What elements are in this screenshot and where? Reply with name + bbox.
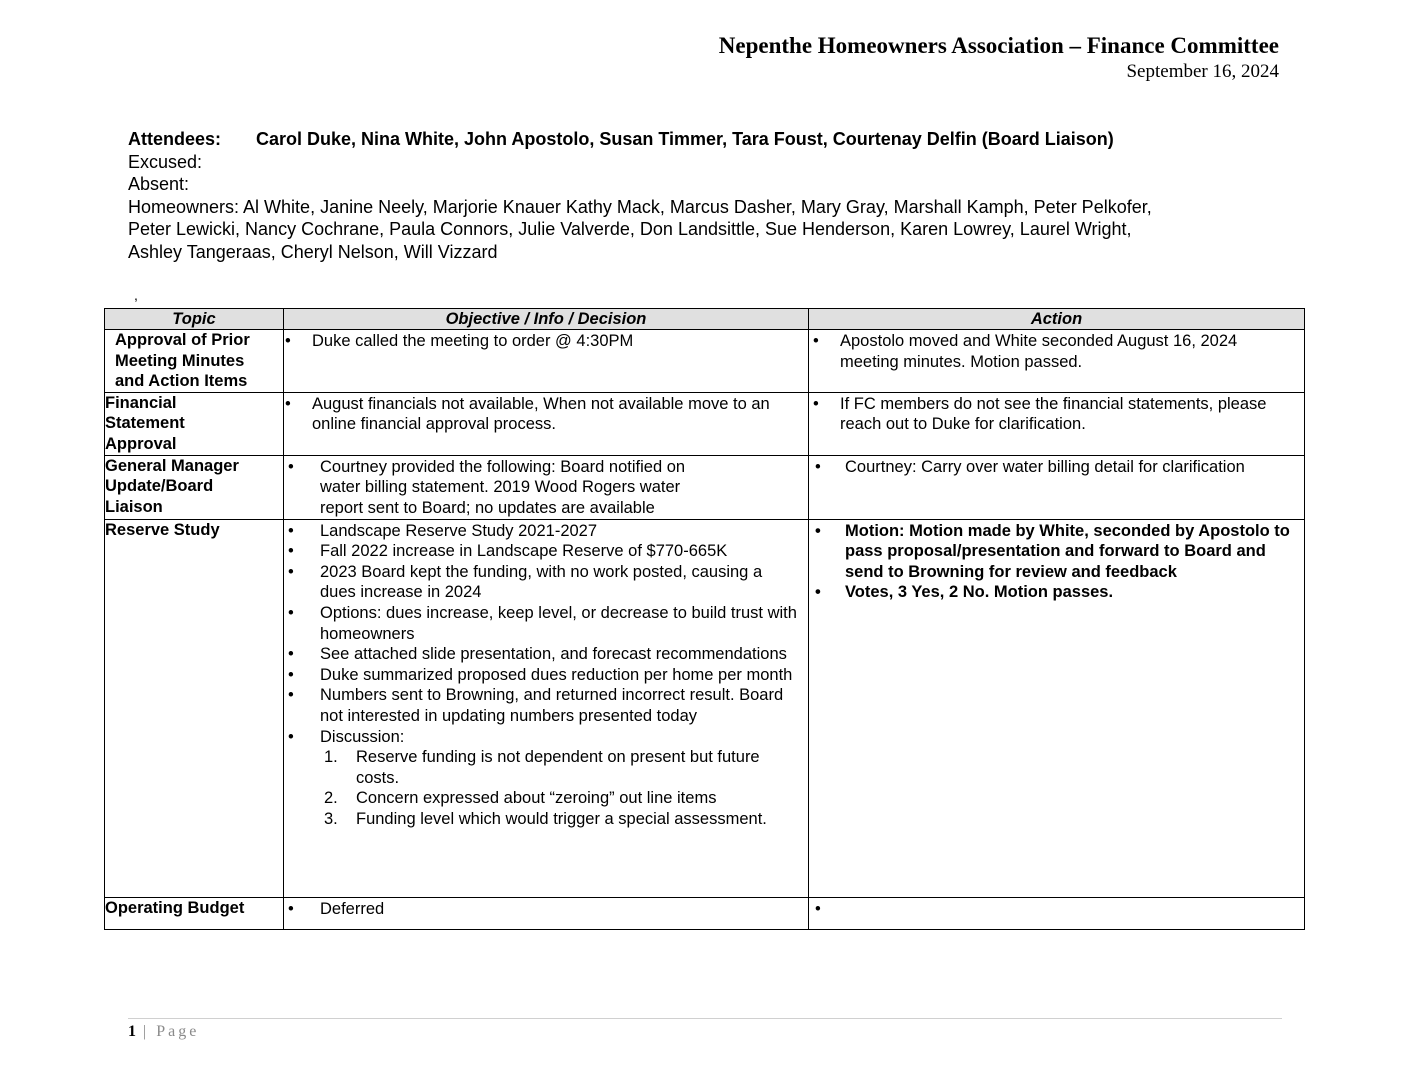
- stray-mark: ,: [134, 287, 138, 303]
- list-item: • Landscape Reserve Study 2021-2027: [320, 521, 800, 542]
- discussion-item: [324, 788, 800, 809]
- topic-line: Approval of Prior: [115, 331, 250, 349]
- action-cell: [809, 455, 1305, 519]
- column-header-objective: Objective / Info / Decision: [284, 309, 809, 330]
- topic-line: Financial: [105, 393, 177, 412]
- list-item: • Deferred: [320, 899, 800, 920]
- list-item: • Numbers sent to Browning, and returned incorrect result. Board not interested in updating numbers presented today: [320, 685, 800, 726]
- discussion-number: 2.: [324, 789, 338, 808]
- table-row: [105, 519, 1305, 897]
- page-label: Page: [156, 1023, 200, 1040]
- page-number: 1: [128, 1023, 136, 1040]
- objective-cell: [284, 519, 809, 897]
- list-item: • Duke called the meeting to order @ 4:30PM: [312, 331, 800, 352]
- attendees-section: [128, 128, 1268, 263]
- homeowners-line: Peter Lewicki, Nancy Cochrane, Paula Connors, Julie Valverde, Don Landsittle, Sue Henderson, Karen Lowrey, Laurel Wright,: [128, 219, 1132, 239]
- action-cell: [809, 392, 1305, 455]
- discussion-label: • Discussion:: [320, 727, 405, 746]
- list-item: • If FC members do not see the financial statements, please reach out to Duke for clarification.: [840, 394, 1296, 435]
- list-item: • August financials not available, When not available move to an online financial approval process.: [312, 394, 800, 435]
- table-row: [105, 392, 1305, 455]
- page-footer: [128, 1023, 199, 1041]
- list-item: • Motion: Motion made by White, seconded by Apostolo to pass proposal/presentation and forward to Board and send to Browning for review and feedback: [845, 521, 1296, 583]
- topic-cell: [105, 330, 284, 393]
- attendees-names: Carol Duke, Nina White, John Apostolo, Susan Timmer, Tara Foust, Courtenay Delfin (Board Liaison): [256, 129, 1114, 149]
- list-item: • Votes, 3 Yes, 2 No. Motion passes.: [845, 582, 1296, 603]
- topic-line: and Action Items: [115, 372, 248, 391]
- attendees-line: [128, 128, 1268, 151]
- discussion-list: [320, 747, 800, 829]
- objective-cell: [284, 392, 809, 455]
- discussion-number: 1.: [324, 748, 338, 767]
- objective-cell: [284, 330, 809, 393]
- list-item: • Courtney provided the following: Board notified on water billing statement. 2019 Wood Rogers water report sent to Board; no updates are available: [320, 457, 720, 519]
- excused-line: Excused:: [128, 151, 203, 172]
- topic-line: Operating Budget: [105, 898, 245, 917]
- topic-line: General Manager: [105, 456, 239, 475]
- topic-line: Meeting Minutes: [115, 351, 245, 370]
- document-header: [719, 32, 1279, 84]
- discussion-item: [324, 809, 800, 830]
- topic-line: Update/Board: [105, 477, 214, 496]
- topic-cell: [105, 897, 284, 929]
- column-header-action: Action: [809, 309, 1305, 330]
- list-item: • Apostolo moved and White seconded August 16, 2024 meeting minutes. Motion passed.: [840, 331, 1296, 372]
- footer-divider: [128, 1018, 1282, 1019]
- list-item: • Options: dues increase, keep level, or decrease to build trust with homeowners: [320, 603, 800, 644]
- table-header-row: [105, 309, 1305, 330]
- column-header-topic: Topic: [105, 309, 284, 330]
- table-row: [105, 897, 1305, 929]
- discussion-text: Concern expressed about “zeroing” out line items: [356, 789, 717, 808]
- topic-line: Liaison: [105, 497, 163, 516]
- action-cell: [809, 330, 1305, 393]
- homeowners-line: Ashley Tangeraas, Cheryl Nelson, Will Vizzard: [128, 241, 498, 262]
- attendees-label: Attendees:: [128, 129, 222, 149]
- list-item: • See attached slide presentation, and forecast recommendations: [320, 644, 800, 665]
- list-item: • Fall 2022 increase in Landscape Reserve of $770-665K: [320, 541, 800, 562]
- document-title: Nepenthe Homeowners Association – Finance Committee: [718, 33, 1279, 58]
- topic-cell: [105, 455, 284, 519]
- objective-cell: [284, 897, 809, 929]
- discussion-text: Funding level which would trigger a special assessment.: [356, 809, 767, 828]
- meeting-date: September 16, 2024: [1126, 61, 1279, 82]
- discussion-number: 3.: [324, 809, 338, 828]
- table-row: [105, 455, 1305, 519]
- discussion-text: Reserve funding is not dependent on present but future costs.: [356, 748, 760, 787]
- topic-cell: [105, 519, 284, 897]
- objective-cell: [284, 455, 809, 519]
- absent-line: Absent:: [128, 174, 190, 194]
- list-item: [845, 899, 1296, 920]
- minutes-table: [104, 308, 1305, 930]
- topic-cell: [105, 392, 284, 455]
- page-separator: |: [136, 1023, 157, 1040]
- list-item: • Duke summarized proposed dues reduction per home per month: [320, 665, 800, 686]
- homeowners-line: Homeowners: Al White, Janine Neely, Marjorie Knauer Kathy Mack, Marcus Dasher, Mary Gray, Marshall Kamph, Peter Pelkofer,: [128, 196, 1152, 217]
- action-cell: [809, 519, 1305, 897]
- topic-line: Reserve Study: [105, 520, 220, 539]
- action-cell: [809, 897, 1305, 929]
- list-item: • Courtney: Carry over water billing detail for clarification: [845, 457, 1296, 478]
- list-item: • 2023 Board kept the funding, with no work posted, causing a dues increase in 2024: [320, 562, 800, 603]
- topic-line: Statement: [105, 414, 185, 433]
- list-item: [320, 727, 800, 830]
- topic-line: Approval: [105, 434, 177, 453]
- table-row: [105, 330, 1305, 393]
- discussion-item: [324, 747, 800, 788]
